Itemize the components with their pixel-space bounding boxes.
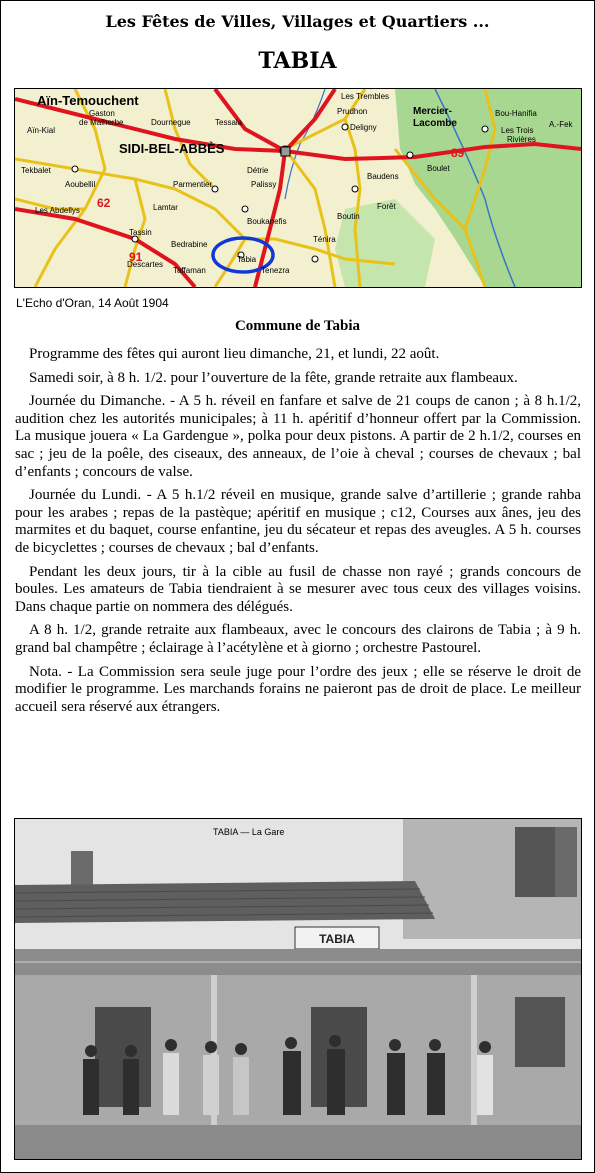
map-label-bou-hanifia: Bou-Hanifia — [495, 109, 537, 118]
map-label-detrie: Détrie — [247, 166, 269, 175]
road-map — [14, 88, 582, 288]
station-window-shutter — [515, 827, 555, 897]
map-label-bedrabine: Bedrabine — [171, 240, 208, 249]
series-title: Les Fêtes de Villes, Villages et Quartiers ... — [105, 12, 490, 31]
map-label-deligny: Deligny — [350, 123, 377, 132]
road-map-graphic — [15, 89, 581, 287]
map-label-de-malherbe: de Malherbe — [79, 118, 124, 127]
city-square-marker — [281, 147, 290, 156]
map-label-tassin: Tassin — [129, 228, 152, 237]
platform-ground — [15, 1125, 581, 1159]
map-label-taffaman: Taffaman — [173, 266, 206, 275]
place-title: TABIA — [258, 48, 337, 74]
map-label-tessala: Tessala — [215, 118, 243, 127]
paragraph-programme: Programme des fêtes qui auront lieu dimanche, 21, et lundi, 22 août. — [29, 346, 440, 362]
map-label-lacombe: Lacombe — [413, 118, 457, 129]
map-label-les-abdellys: Les Abdellys — [35, 206, 80, 215]
map-route-91: 91 — [129, 250, 143, 264]
paragraph-deux-jours: Pendant les deux jours, tir à la cible au fusil de chasse non rayé ; grands concours de boules. Les amateurs de Tabia tiendraient à se mesurer avec tous ceux des villages voisins. Dans chaque partie on nommera des délégués. — [15, 563, 581, 615]
station-window — [555, 827, 577, 897]
map-label-baudens: Baudens — [367, 172, 399, 181]
map-label-tenezra: Tenezra — [261, 266, 290, 275]
photo-caption: TABIA — La Gare — [213, 827, 285, 837]
article-heading: Commune de Tabia — [234, 318, 361, 334]
map-label-aoubellil: Aoubellil — [65, 180, 96, 189]
station-photo-graphic — [15, 819, 581, 1159]
map-label-descartes: Descartes — [127, 260, 164, 269]
map-label-ain-temouchent: Aïn-Temouchent — [37, 93, 139, 108]
map-label-tabia: Tabia — [237, 255, 257, 264]
map-label-parmentier: Parmentier — [173, 180, 213, 189]
map-label-foret: Forêt — [377, 202, 396, 211]
paragraph-retraite: A 8 h. 1/2, grande retraite aux flambeaux, avec le concours des clairons de Tabia ; à 9 h. grand bal champêtre ; éclairage à l’acétylène et à giorno ; orchestre Pastourel. — [15, 622, 581, 656]
map-label-prudhon: Prudhon — [337, 107, 368, 116]
map-label-boukanefis: Boukanefis — [247, 217, 287, 226]
chimney — [71, 851, 93, 885]
paragraph-samedi: Samedi soir, à 8 h. 1/2. pour l’ouverture de la fête, grande retraite aux flambeaux. — [29, 369, 518, 386]
paragraph-nota: Nota. - La Commission sera seule juge pour l’ordre des jeux ; elle se réserve le droit de modifier le programme. Les marchands forains ne paieront pas de droit de place. Le meilleur accueil sera réservé aux étrangers. — [15, 663, 581, 715]
map-label-tekbalet: Tekbalet — [21, 166, 51, 175]
map-label-gaston: Gaston — [89, 109, 115, 118]
source-citation: L'Echo d'Oran, 14 Août 1904 — [16, 296, 169, 310]
map-route-62: 62 — [97, 196, 111, 210]
map-label-boutin: Boutin — [337, 212, 360, 221]
map-label-dournegue: Dournegue — [151, 118, 191, 127]
map-label-palissy: Palissy — [251, 180, 277, 189]
map-label-a-fek: A.-Fek — [549, 120, 573, 129]
map-label-les-trois: Les Trois — [501, 126, 534, 135]
map-label-boulet: Boulet — [427, 164, 450, 173]
map-label-tenira: Ténira — [313, 235, 336, 244]
article-body — [15, 346, 581, 722]
station-window-right — [515, 997, 565, 1067]
map-label-les-trembles: Les Trembles — [341, 92, 390, 101]
map-label-mercier: Mercier- — [413, 106, 452, 117]
map-label-rivieres: Rivières — [507, 135, 536, 144]
map-route-89: 89 — [451, 146, 465, 160]
map-label-lamtar: Lamtar — [153, 203, 178, 212]
map-label-sidi-bel-abbes: SIDI-BEL-ABBÈS — [119, 141, 225, 156]
station-photo — [14, 818, 582, 1160]
paragraph-dimanche: Journée du Dimanche. - A 5 h. réveil en fanfare et salve de 21 coups de canon ; à 8 h.1/2, audition chez les autorités municipales; à 11 h. apéritif d’honneur offert par la Commission. La musique jouera « La Gardengue », polka pour deux pistons. A partir de 2 h.1/2, courses en sac ; jeu de la poêle, des ciseaux, des anneaux, de l’oie à cheval ; courses de chevaux ; bal d’enfants ; concours de valse. — [15, 393, 581, 480]
paragraph-lundi: Journée du Lundi. - A 5 h.1/2 réveil en musique, grande salve d’artillerie ; grande rahba pour les arabes ; repas de la pastèque; apéritif en musique ; c12, Courses aux ânes, jeu des marmites et du baquet, course enfantine, jeu du sécateur et repas des aveugles. A 5 h. courses de bicyclettes ; courses de chevaux ; bal d’enfants. — [15, 487, 581, 556]
station-sign-text: TABIA — [319, 932, 355, 946]
map-label-ain-kial: Aïn-Kial — [27, 126, 56, 135]
